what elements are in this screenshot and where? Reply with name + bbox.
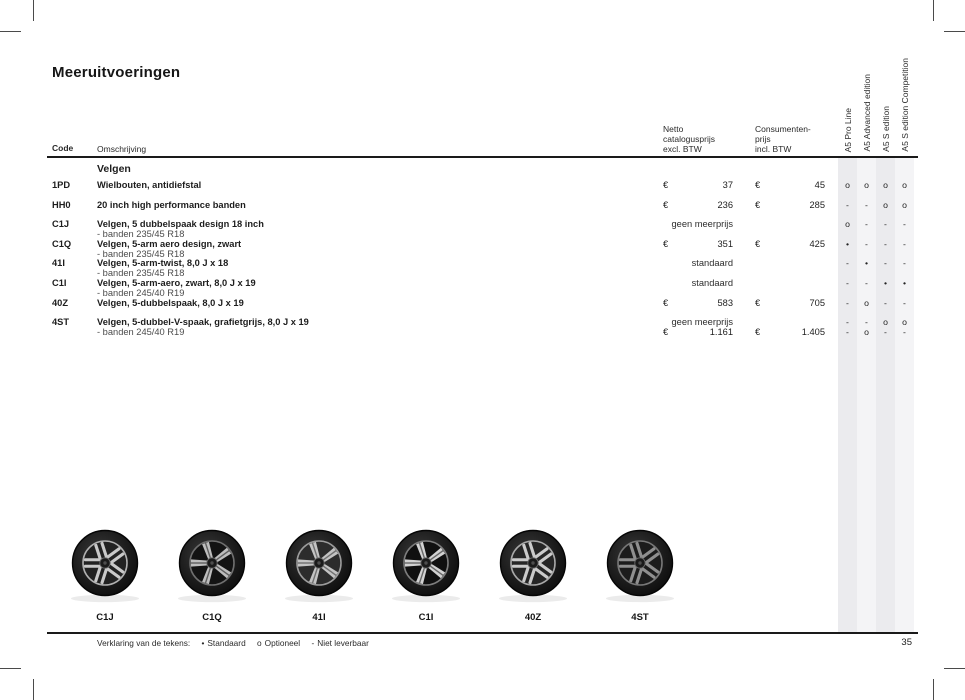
consumer-price-cell [747,279,825,299]
standard-symbol: • [201,638,205,648]
net-price-cell [655,181,733,201]
availability-marker: - [865,199,868,210]
availability-marker: o [883,180,888,190]
availability-marker: - [865,277,868,288]
availability-markers [838,240,914,260]
option-code: 4ST [52,317,70,328]
availability-markers [838,318,914,338]
option-code: C1J [52,219,70,230]
column-header-description: Omschrijving [97,144,147,154]
trim-header-a5-advanced-edition: A5 Advanced edition [861,74,872,152]
currency-symbol: € [663,326,669,337]
availability-marker: - [846,277,849,288]
currency-symbol: € [755,297,761,308]
availability-markers [838,279,914,299]
consumer-price-cell [747,201,825,221]
wheel-label: 4ST [631,612,649,623]
availability-markers [838,181,914,201]
availability-marker: - [846,199,849,210]
option-code: HH0 [52,199,71,210]
wheel-figure-c1i [378,528,474,623]
crop-mark [33,679,34,700]
option-description: Velgen, 5-arm aero design, zwart [97,238,242,249]
wheel-image-c1q [164,528,260,609]
availability-marker: - [884,258,887,269]
availability-marker: - [846,258,849,269]
standard-label: Standaard [207,638,246,648]
availability-marker: o [864,326,869,337]
net-price-value: 583 [717,297,733,308]
wheel-label: C1Q [202,612,222,623]
net-price-cell [655,220,733,240]
consumer-price-cell [747,220,825,240]
option-description: Velgen, 5-arm-aero, zwart, 8,0 J x 19 [97,277,256,288]
wheel-gallery [0,528,965,623]
option-description: Velgen, 5-dubbel-V-spaak, grafietgrijs, 8,0 J x 19 [97,317,309,328]
availability-marker: - [865,238,868,249]
option-sub-description: - banden 245/40 R19 [97,326,185,337]
option-description: Velgen, 5-arm-twist, 8,0 J x 18 [97,258,229,269]
availability-marker: - [903,238,906,249]
wheel-figure-c1q [164,528,260,623]
option-description: Velgen, 5 dubbelspaak design 18 inch [97,219,264,230]
net-price-value: 236 [717,199,733,210]
column-header-consumer-price: Consumenten- prijs incl. BTW [755,124,811,154]
availability-marker: - [865,219,868,230]
consumer-price-cell [747,181,825,201]
consumer-price-cell [747,299,825,319]
section-title: Velgen [97,163,131,175]
symbol-legend [97,638,372,648]
wheel-image-41i [271,528,367,609]
optional-symbol: o [257,638,262,648]
option-sub-description: - banden 245/40 R19 [97,287,185,298]
option-description: Wielbouten, antidiefstal [97,180,202,190]
currency-symbol: € [755,180,761,190]
price-note: standaard [691,258,733,269]
column-header-net-price: Netto catalogusprijs excl. BTW [663,124,715,154]
table-row [52,318,914,338]
availability-marker: • [845,238,850,249]
availability-marker: o [902,199,907,210]
net-price-value: 1.161 [709,326,733,337]
option-code: 40Z [52,297,69,308]
consumer-price-cell [747,259,825,279]
table-header [52,41,914,156]
consumer-price-value: 425 [809,238,825,249]
column-header-code: Code [52,143,74,154]
page-title: Meeruitvoeringen [52,64,181,81]
table-row [52,259,914,279]
currency-symbol: € [663,238,669,249]
wheel-label: 41I [312,612,326,623]
currency-symbol: € [755,326,761,337]
currency-symbol: € [663,199,669,210]
wheel-image-c1j [57,528,153,609]
price-note: standaard [691,277,733,288]
availability-marker: o [845,219,850,230]
availability-marker: - [884,326,887,337]
option-code: C1Q [52,238,72,249]
net-price-cell [655,240,733,260]
crop-mark [944,668,965,669]
footer-rule [47,632,918,634]
wheel-label: C1J [96,612,114,623]
optional-label: Optioneel [264,638,301,648]
availability-marker: - [903,219,906,230]
consumer-price-cell [747,240,825,260]
table-row [52,299,914,319]
wheel-figure-4st [592,528,688,623]
net-price-cell [655,318,733,338]
option-sub-description: - banden 235/45 R18 [97,228,185,239]
page-number: 35 [901,637,912,648]
trim-header-a5-s-edition: A5 S edition [880,106,891,152]
wheel-figure-40z [485,528,581,623]
not-available-symbol: - [311,638,315,648]
availability-marker: • [902,277,907,288]
availability-marker: o [902,180,907,190]
wheel-image-c1i [378,528,474,609]
price-note: geen meerprijs [671,317,733,328]
not-available-label: Niet leverbaar [317,638,369,648]
availability-marker: o [845,180,850,190]
net-price-value: 351 [717,238,733,249]
availability-markers [838,259,914,279]
wheel-figure-c1j [57,528,153,623]
options-table [52,181,914,338]
availability-marker: o [902,317,907,328]
availability-marker: - [903,297,906,308]
option-description: 20 inch high performance banden [97,199,246,210]
crop-mark [944,31,965,32]
consumer-price-value: 45 [814,180,825,190]
crop-mark [33,0,34,21]
price-note: geen meerprijs [671,219,733,230]
availability-marker: • [883,277,888,288]
net-price-cell [655,279,733,299]
option-sub-description: - banden 235/45 R18 [97,248,185,259]
table-row [52,279,914,299]
net-price-cell [655,299,733,319]
availability-markers [838,201,914,221]
wheel-label: C1I [418,612,434,623]
currency-symbol: € [663,180,669,190]
legend-prefix: Verklaring van de tekens: [97,638,191,648]
availability-marker: - [846,317,849,328]
crop-mark [933,679,934,700]
availability-marker: o [883,199,888,210]
availability-marker: - [884,238,887,249]
option-description: Velgen, 5-dubbelspaak, 8,0 J x 19 [97,297,244,308]
availability-marker: - [884,297,887,308]
net-price-value: 37 [722,180,733,190]
net-price-cell [655,201,733,221]
wheel-label: 40Z [524,612,542,623]
option-code: C1I [52,277,67,288]
header-rule [47,156,918,158]
availability-marker: o [864,297,869,308]
consumer-price-cell [747,318,825,338]
consumer-price-value: 285 [809,199,825,210]
trim-header-a5-pro-line: A5 Pro Line [842,107,853,152]
availability-marker: o [883,317,888,328]
availability-marker: - [903,258,906,269]
availability-marker: - [846,297,849,308]
wheel-image-40z [485,528,581,609]
table-row [52,240,914,260]
table-row [52,220,914,240]
trim-header-a5-s-edition-competition: A5 S edition Competition [899,58,910,152]
consumer-price-value: 705 [809,297,825,308]
option-sub-description: - banden 235/45 R18 [97,268,185,279]
currency-symbol: € [663,297,669,308]
availability-marker: - [846,326,849,337]
crop-mark [933,0,934,21]
option-code: 41I [52,258,65,269]
trim-column-headers [838,41,914,156]
availability-markers [838,220,914,240]
availability-markers [838,299,914,319]
currency-symbol: € [755,238,761,249]
crop-mark [0,31,21,32]
availability-marker: - [903,326,906,337]
table-row [52,201,914,221]
net-price-cell [655,259,733,279]
availability-marker: - [884,219,887,230]
crop-mark [0,668,21,669]
currency-symbol: € [755,199,761,210]
option-code: 1PD [52,180,71,190]
table-row [52,181,914,201]
availability-marker: • [864,258,869,269]
availability-marker: - [865,317,868,328]
wheel-figure-41i [271,528,367,623]
consumer-price-value: 1.405 [801,326,825,337]
availability-marker: o [864,180,869,190]
wheel-image-4st [592,528,688,609]
